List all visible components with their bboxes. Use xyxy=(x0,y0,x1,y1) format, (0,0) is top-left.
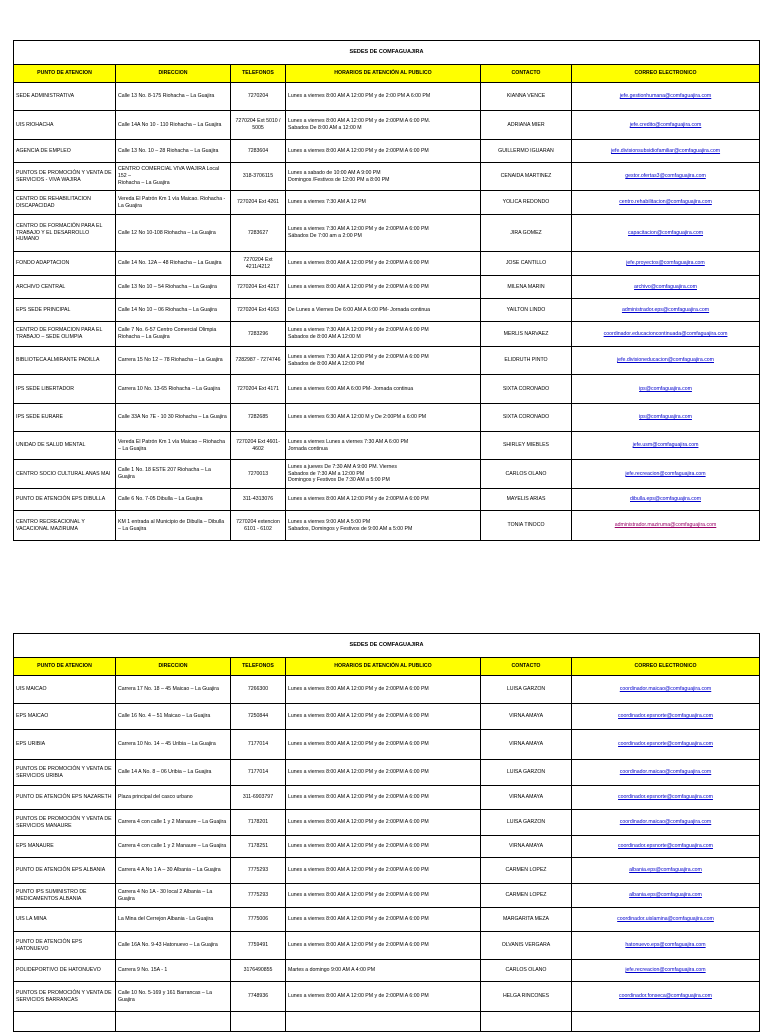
punto-cell: EPS MANAURE xyxy=(14,836,116,858)
telefono-cell: 7282987 - 7274746 xyxy=(231,347,286,375)
email-link[interactable]: administrador.maziruma@comfaguajira.com xyxy=(614,522,717,529)
horario-cell: Lunes a jueves De 7:30 AM A 9:00 PM. Viernes Sabados de 7:30 AM a 12:00 PM Domingos y Festivos De 7:30 AM a 5:00 PM xyxy=(286,460,481,489)
email-link[interactable]: albania.eps@comfaguajira.com xyxy=(629,892,702,899)
punto-cell: UIS RIOHACHA xyxy=(14,111,116,140)
table-row xyxy=(14,760,760,786)
punto-cell: UNIDAD DE SALUD MENTAL xyxy=(14,432,116,460)
punto-cell: UIS LA MINA xyxy=(14,908,116,932)
table-row xyxy=(14,252,760,276)
horario-cell: Lunes a viernes 8:00 AM A 12:00 PM y de 2:00PM A 6:00 PM xyxy=(286,786,481,810)
telefono-cell: 311-4313076 xyxy=(231,489,286,511)
correo-cell[interactable] xyxy=(572,704,760,730)
email-link[interactable]: jefe.credito@comfaguajira.com xyxy=(629,121,702,128)
correo-cell[interactable] xyxy=(572,322,760,347)
direccion-cell: Calle 13 No. 8-175 Riohacha – La Guajira xyxy=(116,83,231,111)
table-row xyxy=(14,347,760,375)
direccion-cell: Carrera 4 con calle 1 y 2 Manaure – La Guajira xyxy=(116,836,231,858)
correo-cell[interactable] xyxy=(572,760,760,786)
email-link[interactable]: archivo@comfaguajira.com xyxy=(634,283,697,290)
header-direccion: DIRECCION xyxy=(116,65,231,83)
telefono-cell: 7282685 xyxy=(231,404,286,432)
contacto-cell: OLVANIS VERGARA xyxy=(481,932,572,960)
horario-cell: Lunes a viernes 9:00 AM A 5:00 PM Sabados, Domingos y Festivos de 9:00 AM a 5:00 PM xyxy=(286,511,481,541)
direccion-cell: Calle 13 No. 10 – 28 Riohacha – La Guajira xyxy=(116,140,231,163)
contacto-cell: MERLIS NARVAEZ xyxy=(481,322,572,347)
correo-cell[interactable] xyxy=(572,460,760,489)
email-link[interactable]: albania.eps@comfaguajira.com xyxy=(629,867,702,874)
table-row xyxy=(14,908,760,932)
punto-cell: PUNTOS DE PROMOCIÓN Y VENTA DE SERVICIOS MANAURE xyxy=(14,810,116,836)
email-link[interactable]: coordinador.epsnorte@comfaguajira.com xyxy=(618,843,713,850)
contacto-cell: CENAIDA MARTINEZ xyxy=(481,163,572,191)
telefono-cell xyxy=(231,1012,286,1032)
contacto-cell: CARLOS OLANO xyxy=(481,960,572,982)
telefono-cell: 7270204 Ext 5010 / 5005 xyxy=(231,111,286,140)
telefono-cell: 7283604 xyxy=(231,140,286,163)
telefono-cell: 7270204 Ext 4261 xyxy=(231,191,286,215)
email-link[interactable]: jefe.proyectos@comfaguajira.com xyxy=(626,260,705,267)
contacto-cell: JIRA GOMEZ xyxy=(481,215,572,252)
correo-cell[interactable] xyxy=(572,252,760,276)
contacto-cell: LUISA GARZON xyxy=(481,676,572,704)
contacto-cell: CARMEN LOPEZ xyxy=(481,884,572,908)
correo-cell[interactable] xyxy=(572,404,760,432)
correo-cell[interactable] xyxy=(572,676,760,704)
punto-cell: IPS SEDE EURARE xyxy=(14,404,116,432)
horario-cell: Lunes a viernes 6:00 AM A 6:00 PM- Jornada continua xyxy=(286,375,481,404)
contacto-cell: CARMEN LOPEZ xyxy=(481,858,572,884)
correo-cell[interactable] xyxy=(572,786,760,810)
punto-cell: PUNTO DE ATENCIÓN EPS ALBANIA xyxy=(14,858,116,884)
punto-cell: IPS SEDE LIBERTADOR xyxy=(14,375,116,404)
horario-cell: Lunes a viernes Lunes a viernes 7:30 AM A 6:00 PM Jornada continua xyxy=(286,432,481,460)
table-row xyxy=(14,704,760,730)
direccion-cell: La Mina del Cerrejon Albania - La Guajira xyxy=(116,908,231,932)
header-correo: CORREO ELECTRONICO xyxy=(572,65,760,83)
direccion-cell: Carrera 17 No. 18 – 45 Maicao – La Guajira xyxy=(116,676,231,704)
table-row xyxy=(14,676,760,704)
table-row xyxy=(14,786,760,810)
correo-cell[interactable] xyxy=(572,299,760,322)
telefono-cell: 7270204 Ext 4211/4212 xyxy=(231,252,286,276)
telefono-cell: 7759491 xyxy=(231,932,286,960)
direccion-cell: Carrera 9 No. 15A - 1 xyxy=(116,960,231,982)
table-row xyxy=(14,730,760,760)
correo-cell[interactable] xyxy=(572,858,760,884)
email-link[interactable]: jefe.recreacion@comfaguajira.com xyxy=(625,967,706,974)
telefono-cell: 7270013 xyxy=(231,460,286,489)
table-row xyxy=(14,215,760,252)
horario-cell: Lunes a viernes 8:00 AM A 12:00 PM y de 2:00PM A 6:00 PM xyxy=(286,884,481,908)
correo-cell[interactable] xyxy=(572,489,760,511)
email-link[interactable]: coordinador.maicao@comfaguajira.com xyxy=(619,819,712,826)
correo-cell[interactable] xyxy=(572,908,760,932)
punto-cell: ARCHIVO CENTRAL xyxy=(14,276,116,299)
email-link[interactable]: coordinador.epsnorte@comfaguajira.com xyxy=(618,713,713,720)
punto-cell: EPS URIBIA xyxy=(14,730,116,760)
contacto-cell: MILENA MARIN xyxy=(481,276,572,299)
punto-cell: PUNTOS DE PROMOCIÓN Y VENTA DE SERVICIOS URIBIA xyxy=(14,760,116,786)
header-punto: PUNTO DE ATENCION xyxy=(14,658,116,676)
horario-cell: Lunes a viernes 8:00 AM A 12:00 PM y de 2:00PM A 6:00 PM xyxy=(286,704,481,730)
direccion-cell: Calle 6 No. 7-05 Dibulla – La Guajira xyxy=(116,489,231,511)
horario-cell: Lunes a viernes 8:00 AM A 12:00 PM y de 2:00PM A 6:00 PM xyxy=(286,252,481,276)
direccion-cell: Vereda El Patrón Km 1 vía Maicao. Riohacha - La Guajira xyxy=(116,191,231,215)
email-link[interactable]: coordinador.epsnorte@comfaguajira.com xyxy=(618,741,713,748)
correo-cell[interactable] xyxy=(572,836,760,858)
contacto-cell: YOLICA REDONDO xyxy=(481,191,572,215)
punto-cell xyxy=(14,1012,116,1032)
horario-cell: Lunes a viernes 8:00 AM A 12:00 PM y de 2:00PM A 6:00 PM xyxy=(286,810,481,836)
telefono-cell: 7178251 xyxy=(231,836,286,858)
contacto-cell: SIXTA CORONADO xyxy=(481,375,572,404)
contacto-cell: LUISA GARZON xyxy=(481,760,572,786)
punto-cell: EPS SEDE PRINCIPAL xyxy=(14,299,116,322)
horario-cell: Lunes a viernes 8:00 AM A 12:00 PM y de 2:00PM A 6:00 PM xyxy=(286,276,481,299)
table-row xyxy=(14,111,760,140)
email-link[interactable]: ips@comfaguajira.com xyxy=(639,385,692,392)
table-row xyxy=(14,511,760,541)
direccion-cell: Carrera 15 No 12 – 78 Riohacha – La Guajira xyxy=(116,347,231,375)
email-link[interactable]: coordinador.epsnorte@comfaguajira.com xyxy=(618,794,713,801)
direccion-cell: KM 1 entrada al Municipio de Dibulla – Dibulla – La Guajira xyxy=(116,511,231,541)
email-link[interactable]: coordinador.uislamina@comfaguajira.com xyxy=(617,916,714,923)
telefono-cell: 7270204 Ext 4217 xyxy=(231,276,286,299)
punto-cell: UIS MAICAO xyxy=(14,676,116,704)
correo-cell[interactable] xyxy=(572,982,760,1012)
contacto-cell: MARGARITA MEZA xyxy=(481,908,572,932)
table-row xyxy=(14,982,760,1012)
email-link[interactable]: jefe.usm@comfaguajira.com xyxy=(632,442,699,449)
table-row xyxy=(14,884,760,908)
table-row xyxy=(14,1012,760,1032)
telefono-cell: 7283627 xyxy=(231,215,286,252)
sedes-table-2 xyxy=(13,633,760,1032)
telefono-cell: 318-3706115 xyxy=(231,163,286,191)
horario-cell: Lunes a viernes 8:00 AM A 12:00 PM y de 2:00PM A 6:00 PM xyxy=(286,932,481,960)
horario-cell: Lunes a viernes 8:00 AM A 12:00 PM y de 2:00PM A 6:00 PM xyxy=(286,982,481,1012)
horario-cell: Lunes a viernes 7:30 AM A 12:00 PM y de 2:00PM A 6:00 PM Sabados de 8:00 AM A 12:00 M xyxy=(286,322,481,347)
contacto-cell: VIRNA AMAYA xyxy=(481,730,572,760)
direccion-cell: Calle 10 No. 5-169 y 161 Barrancas – La Guajira xyxy=(116,982,231,1012)
contacto-cell: LUISA GARZON xyxy=(481,810,572,836)
table-row xyxy=(14,960,760,982)
header-telefonos: TELEFONOS xyxy=(231,658,286,676)
direccion-cell: Carrera 4 A No 1 A – 30 Albania – La Guajira xyxy=(116,858,231,884)
table-row xyxy=(14,140,760,163)
contacto-cell: CARLOS OLANO xyxy=(481,460,572,489)
horario-cell: Lunes a viernes 8:00 AM A 12:00 PM y de 2:00PM A 6:00 PM xyxy=(286,836,481,858)
contacto-cell: GUILLERMO IGUARAN xyxy=(481,140,572,163)
correo-cell[interactable] xyxy=(572,884,760,908)
punto-cell: BIBLIOTECA ALMIRANTE PADILLA xyxy=(14,347,116,375)
direccion-cell: Carrera 10 No. 14 – 45 Uribia – La Guajira xyxy=(116,730,231,760)
direccion-cell: Calle 16A No. 9-43 Hatonuevo – La Guajira xyxy=(116,932,231,960)
contacto-cell: ADRIANA MIER xyxy=(481,111,572,140)
telefono-cell: 7177014 xyxy=(231,760,286,786)
header-telefonos: TELEFONOS xyxy=(231,65,286,83)
correo-cell[interactable] xyxy=(572,163,760,191)
table-row xyxy=(14,191,760,215)
telefono-cell: 7178201 xyxy=(231,810,286,836)
contacto-cell: KIANNA VENCE xyxy=(481,83,572,111)
email-link[interactable]: gestor.ofertas3@comfaguajira.com xyxy=(625,173,706,180)
telefono-cell: 7177014 xyxy=(231,730,286,760)
punto-cell: PUNTO DE ATENCIÓN EPS DIBULLA xyxy=(14,489,116,511)
email-link[interactable]: coordinador.fonseca@comfaguajira.com xyxy=(619,993,712,1000)
direccion-cell: Calle 7 No. 6-57 Centro Comercial Olimpia Riohacha – La Guajira xyxy=(116,322,231,347)
table-row xyxy=(14,163,760,191)
email-link[interactable]: jefe.recreacion@comfaguajira.com xyxy=(625,470,706,477)
punto-cell: POLIDEPORTIVO DE HATONUEVO xyxy=(14,960,116,982)
telefono-cell: 7270204 Ext 4163 xyxy=(231,299,286,322)
table-row xyxy=(14,432,760,460)
contacto-cell: HELGA RINCONES xyxy=(481,982,572,1012)
email-link[interactable]: jefe.divisionsubsidiofamiliar@comfaguajira.com xyxy=(610,147,721,154)
punto-cell: CENTRO SOCIO CULTURAL ANAS MAI xyxy=(14,460,116,489)
horario-cell: Lunes a viernes 7:30 AM A 12:00 PM y de 2:00PM A 6:00 PM Sabados de 8:00 AM A 12:00 PM xyxy=(286,347,481,375)
correo-cell[interactable] xyxy=(572,1012,760,1032)
horario-cell: Lunes a viernes 8:00 AM A 12:00 PM y de 2:00PM A 6:00 PM xyxy=(286,760,481,786)
horario-cell: Lunes a viernes 8:00 AM A 12:00 PM y de 2:00PM A 6:00 PM xyxy=(286,140,481,163)
direccion-cell: Calle 16 No. 4 – 51 Maicao – La Guajira xyxy=(116,704,231,730)
punto-cell: CENTRO DE FORMACIÓN PARA EL TRABAJO Y EL DESARROLLO HUMANO xyxy=(14,215,116,252)
contacto-cell: VIRNA AMAYA xyxy=(481,836,572,858)
horario-cell: Lunes a viernes 8:00 AM A 12:00 PM y de 2:00PM A 6:00 PM xyxy=(286,676,481,704)
correo-cell[interactable] xyxy=(572,111,760,140)
direccion-cell: Calle 13 No 10 – 54 Riohacha – La Guajira xyxy=(116,276,231,299)
direccion-cell: Carrera 10 No. 13-65 Riohacha – La Guajira xyxy=(116,375,231,404)
correo-cell[interactable] xyxy=(572,276,760,299)
correo-cell[interactable] xyxy=(572,511,760,541)
horario-cell: Lunes a viernes 7:30 AM A 12:00 PM y de 2:00PM A 6:00 PM Sábados De 7:00 am a 2:00 PM xyxy=(286,215,481,252)
correo-cell[interactable] xyxy=(572,932,760,960)
punto-cell: CENTRO DE REHABILITACION DISCAPACIDAD xyxy=(14,191,116,215)
contacto-cell: VIRNA AMAYA xyxy=(481,704,572,730)
telefono-cell: 7250844 xyxy=(231,704,286,730)
telefono-cell: 7283296 xyxy=(231,322,286,347)
email-link[interactable]: jefe.gestionhumana@comfaguajira.com xyxy=(619,93,712,100)
email-link[interactable]: hatonuevo.eps@comfaguajira.com xyxy=(625,942,706,949)
header-punto: PUNTO DE ATENCION xyxy=(14,65,116,83)
header-horarios: HORARIOS DE ATENCIÓN AL PUBLICO xyxy=(286,658,481,676)
header-direccion: DIRECCION xyxy=(116,658,231,676)
direccion-cell: Plaza principal del casco urbano xyxy=(116,786,231,810)
email-link[interactable]: coordinador.educacioncontinuada@comfaguajira.com xyxy=(603,330,728,337)
correo-cell[interactable] xyxy=(572,960,760,982)
direccion-cell: Calle 14 No 10 – 06 Riohacha – La Guajira xyxy=(116,299,231,322)
punto-cell: EPS MAICAO xyxy=(14,704,116,730)
email-link[interactable]: coordinador.maicao@comfaguajira.com xyxy=(619,769,712,776)
horario-cell: Lunes a viernes 8:00 AM A 12:00 PM y de 2:00PM A 6:00 PM. Sabados De 8:00 AM a 12:00 M xyxy=(286,111,481,140)
punto-cell: AGENCIA DE EMPLEO xyxy=(14,140,116,163)
table-row xyxy=(14,83,760,111)
header-contacto: CONTACTO xyxy=(481,65,572,83)
email-link[interactable]: jefe.divisioneducacion@comfaguajira.com xyxy=(617,357,714,364)
telefono-cell: 7270204 Ext 4601-4602 xyxy=(231,432,286,460)
email-link[interactable]: coordinador.maicao@comfaguajira.com xyxy=(619,686,712,693)
punto-cell: PUNTO DE ATENCIÓN EPS NAZARETH xyxy=(14,786,116,810)
table-row xyxy=(14,404,760,432)
telefono-cell: 7270204 extencion 6101 - 6102 xyxy=(231,511,286,541)
contacto-cell: VIRNA AMAYA xyxy=(481,786,572,810)
telefono-cell: 7775293 xyxy=(231,858,286,884)
telefono-cell: 7270204 xyxy=(231,83,286,111)
email-link[interactable]: centro.rehabilitacion@comfaguajira.com xyxy=(619,199,712,206)
contacto-cell: MAYELIS ARIAS xyxy=(481,489,572,511)
table-row xyxy=(14,932,760,960)
correo-cell[interactable] xyxy=(572,83,760,111)
punto-cell: CENTRO RECREACIONAL Y VACACIONAL MAZIRUMA xyxy=(14,511,116,541)
correo-cell[interactable] xyxy=(572,140,760,163)
email-link[interactable]: capacitacion@comfaguajira.com xyxy=(627,229,704,236)
table-row xyxy=(14,460,760,489)
horario-cell: Lunes a viernes 6:30 AM A 12:00 M y De 2:00PM a 6:00 PM xyxy=(286,404,481,432)
telefono-cell: 7270204 Ext 4171 xyxy=(231,375,286,404)
horario-cell: Lunes a viernes 8:00 AM A 12:00 PM y de 2:00PM A 6:00 PM xyxy=(286,730,481,760)
contacto-cell: JOSE CANTILLO xyxy=(481,252,572,276)
telefono-cell: 7775293 xyxy=(231,884,286,908)
horario-cell: Lunes a sabado de 10:00 AM A 9:00 PM Domingos /Festivos de 12:00 PM a 8:00 PM xyxy=(286,163,481,191)
telefono-cell: 7748936 xyxy=(231,982,286,1012)
email-link[interactable]: dibulla.eps@comfaguajira.com xyxy=(630,496,702,503)
table-row xyxy=(14,489,760,511)
horario-cell: De Lunes a Viernes De 6:00 AM A 6:00 PM- Jornada continua xyxy=(286,299,481,322)
contacto-cell: TONIA TINOCO xyxy=(481,511,572,541)
correo-cell[interactable] xyxy=(572,375,760,404)
email-link[interactable]: ips@comfaguajira.com xyxy=(639,414,692,421)
contacto-cell: ELIDRUTH PINTO xyxy=(481,347,572,375)
correo-cell[interactable] xyxy=(572,215,760,252)
direccion-cell: CENTRO COMERCIAL VIVA WAJIRA Local 152 – Riohacha – La Guajira xyxy=(116,163,231,191)
punto-cell: PUNTOS DE PROMOCIÓN Y VENTA DE SERVICIOS BARRANCAS xyxy=(14,982,116,1012)
direccion-cell: Calle 12 No 10-108 Riohacha – La Guajira xyxy=(116,215,231,252)
direccion-cell xyxy=(116,1012,231,1032)
correo-cell[interactable] xyxy=(572,730,760,760)
correo-cell[interactable] xyxy=(572,191,760,215)
direccion-cell: Calle 1 No. 18 ESTE 207 Riohacha – La Guajira xyxy=(116,460,231,489)
punto-cell: SEDE ADMINISTRATIVA xyxy=(14,83,116,111)
telefono-cell: 3176490855 xyxy=(231,960,286,982)
punto-cell: PUNTO IPS SUMINISTRO DE MEDICAMENTOS ALBANIA xyxy=(14,884,116,908)
punto-cell: PUNTOS DE PROMOCIÓN Y VENTA DE SERVICIOS - VIVA WAJIRA xyxy=(14,163,116,191)
contacto-cell: SHIRLEY MIEBLES xyxy=(481,432,572,460)
table-row xyxy=(14,276,760,299)
contacto-cell: YAILTON LINDO xyxy=(481,299,572,322)
table-row xyxy=(14,858,760,884)
punto-cell: PUNTO DE ATENCIÓN EPS HATONUEVO xyxy=(14,932,116,960)
table-row xyxy=(14,299,760,322)
punto-cell: CENTRO DE FORMACION PARA EL TRABAJO – SEDE OLIMPIA xyxy=(14,322,116,347)
table-title: SEDES DE COMFAGUAJIRA xyxy=(14,634,760,658)
direccion-cell: Calle 33A No 7E - 10 30 Riohacha – La Guajira xyxy=(116,404,231,432)
direccion-cell: Vereda El Patrón Km 1 vía Maicao – Riohacha – La Guajira xyxy=(116,432,231,460)
horario-cell: Lunes a viernes 8:00 AM A 12:00 PM y de 2:00PM A 6:00 PM xyxy=(286,908,481,932)
correo-cell[interactable] xyxy=(572,432,760,460)
table-row xyxy=(14,810,760,836)
header-correo: CORREO ELECTRONICO xyxy=(572,658,760,676)
telefono-cell: 7775006 xyxy=(231,908,286,932)
table-row xyxy=(14,322,760,347)
direccion-cell: Carrera 4 con calle 1 y 2 Manaure – La Guajira xyxy=(116,810,231,836)
horario-cell xyxy=(286,1012,481,1032)
horario-cell: Lunes a viernes 7:30 AM A 12 PM xyxy=(286,191,481,215)
correo-cell[interactable] xyxy=(572,810,760,836)
direccion-cell: Calle 14 No. 12A – 48 Riohacha – La Guajira xyxy=(116,252,231,276)
correo-cell[interactable] xyxy=(572,347,760,375)
table-row xyxy=(14,836,760,858)
direccion-cell: Carrera 4 No 1A - 30 local 2 Albania – La Guajira xyxy=(116,884,231,908)
header-contacto: CONTACTO xyxy=(481,658,572,676)
sedes-table-1 xyxy=(13,40,760,541)
punto-cell: FONDO ADAPTACION xyxy=(14,252,116,276)
horario-cell: Lunes a viernes 8:00 AM A 12:00 PM y de 2:00 PM A 6:00 PM xyxy=(286,83,481,111)
table-title: SEDES DE COMFAGUAJIRA xyxy=(14,41,760,65)
telefono-cell: 7266300 xyxy=(231,676,286,704)
contacto-cell: SIXTA CORONADO xyxy=(481,404,572,432)
email-link[interactable]: administrador.eps@comfaguajira.com xyxy=(621,306,710,313)
direccion-cell: Calle 14A No 10 - 110 Riohacha – La Guajira xyxy=(116,111,231,140)
contacto-cell xyxy=(481,1012,572,1032)
horario-cell: Lunes a viernes 8:00 AM A 12:00 PM y de 2:00PM A 6:00 PM xyxy=(286,858,481,884)
horario-cell: Lunes a viernes 8:00 AM A 12:00 PM y de 2:00PM A 6:00 PM xyxy=(286,489,481,511)
telefono-cell: 311-6903797 xyxy=(231,786,286,810)
table-row xyxy=(14,375,760,404)
direccion-cell: Calle 14 A No. 8 – 06 Uribia – La Guajira xyxy=(116,760,231,786)
header-horarios: HORARIOS DE ATENCIÓN AL PUBLICO xyxy=(286,65,481,83)
horario-cell: Martes a domingo 9:00 AM A 4:00 PM xyxy=(286,960,481,982)
